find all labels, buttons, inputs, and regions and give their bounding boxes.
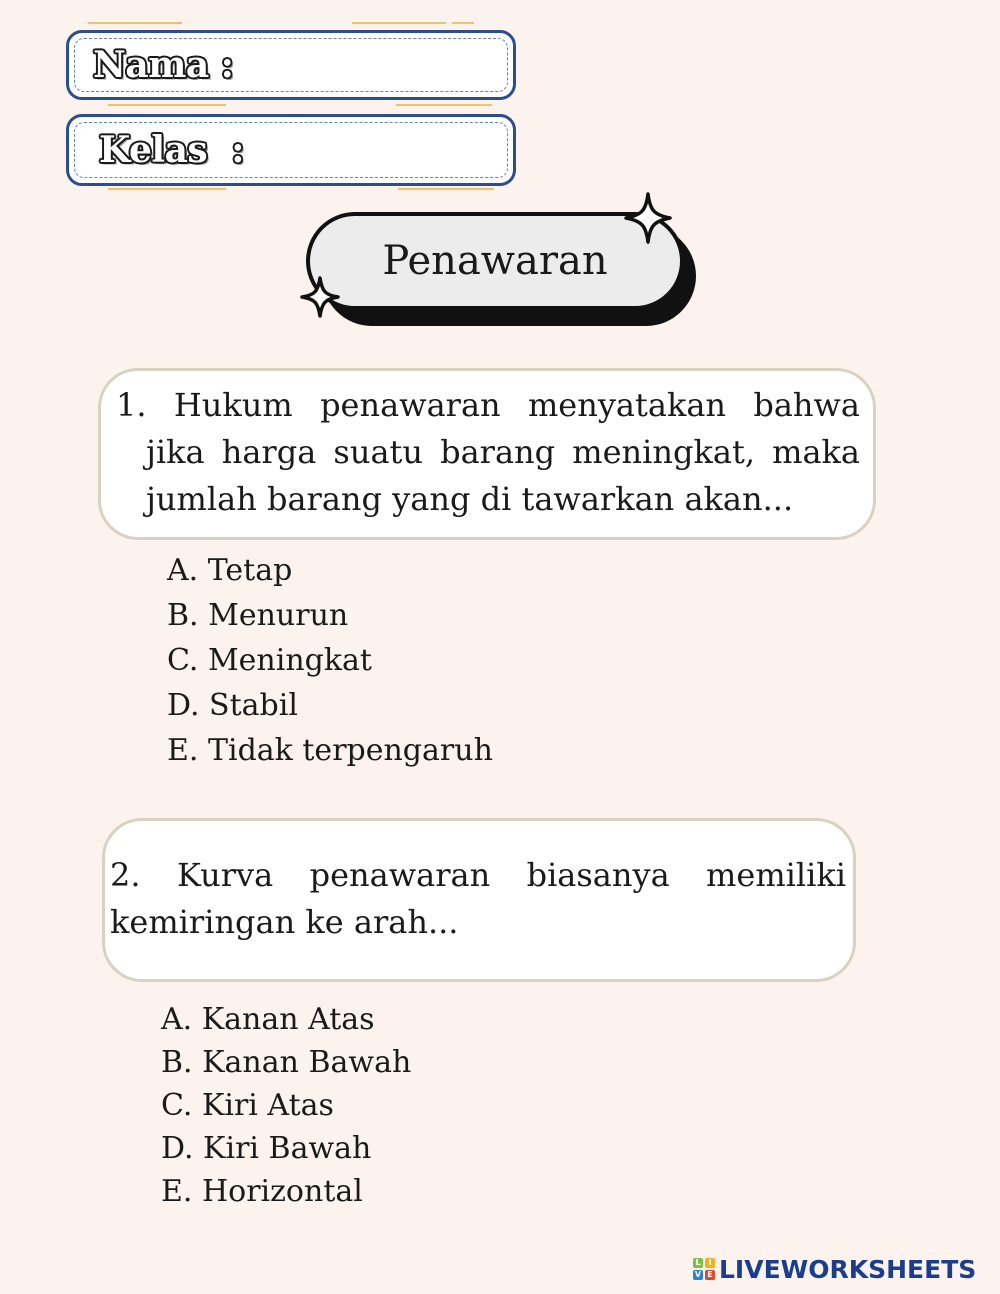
option-e[interactable]: E. Horizontal [161,1174,363,1209]
liveworksheets-logo [693,1254,976,1284]
name-field[interactable] [66,30,516,100]
question-1-text [116,382,860,523]
decor-line [108,188,226,190]
decor-line [108,104,226,106]
option-d[interactable]: D. Kiri Bawah [161,1131,372,1166]
decor-line [452,22,474,24]
sparkle-icon [624,192,672,244]
decor-line [398,188,494,190]
option-c[interactable]: C. Kiri Atas [161,1088,334,1123]
sparkle-icon [300,276,340,318]
question-1-line: jumlah barang yang di tawarkan akan... [146,480,794,518]
option-e[interactable]: E. Tidak terpengaruh [167,733,493,768]
decor-line [396,104,492,106]
logo-mark-icon [693,1258,715,1280]
question-1-line: 1. Hukum penawaran menyatakan bahwa [116,386,860,424]
question-2-text [110,852,846,946]
logo-text: LIVEWORKSHEETS [719,1254,977,1284]
option-b[interactable]: B. Kanan Bawah [161,1045,412,1080]
question-2-options [161,998,411,1213]
option-c[interactable]: C. Meningkat [167,643,372,678]
option-d[interactable]: D. Stabil [167,688,298,723]
question-1-options [167,548,493,773]
question-1-line: jika harga suatu barang meningkat, maka [146,433,860,471]
logo-mark-tile: I [705,1258,715,1268]
logo-mark-tile: L [693,1258,703,1268]
class-field[interactable] [66,114,516,186]
name-label: Nama : [93,44,234,86]
decor-line [88,22,182,24]
option-a[interactable]: A. Kanan Atas [161,1002,375,1037]
page-title-text: Penawaran [382,238,608,284]
class-label: Kelas : [99,129,245,171]
logo-mark-tile: V [694,1270,702,1279]
logo-mark-tile: E [705,1270,715,1280]
question-2-line: 2. Kurva penawaran biasanya memiliki [110,856,846,894]
option-b[interactable]: B. Menurun [167,598,349,633]
decor-line [352,22,446,24]
option-a[interactable]: A. Tetap [167,553,293,588]
question-2-line: kemiringan ke arah... [110,903,459,941]
